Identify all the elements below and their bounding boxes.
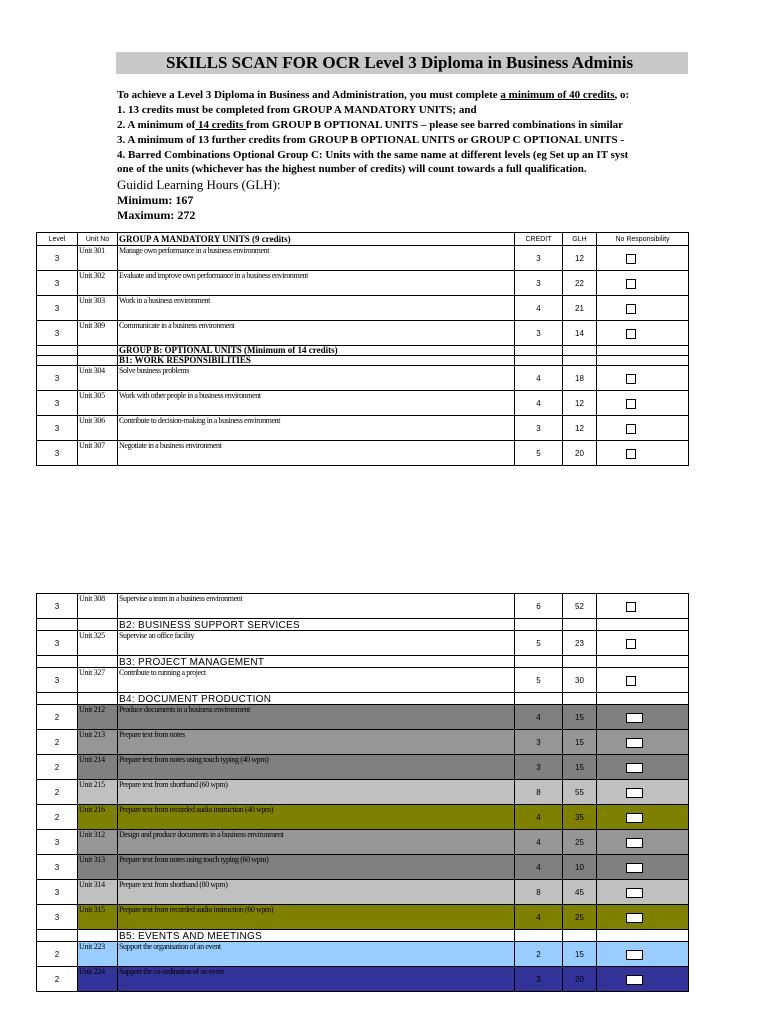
glh-cell: 15 xyxy=(563,705,597,730)
glh-cell: 14 xyxy=(563,321,597,346)
checkbox-icon[interactable] xyxy=(626,279,636,289)
level-cell: 2 xyxy=(37,705,78,730)
glh-cell: 15 xyxy=(563,942,597,967)
glh-cell: 25 xyxy=(563,830,597,855)
section-row xyxy=(37,656,689,668)
level-cell: 2 xyxy=(37,967,78,992)
checkbox-icon[interactable] xyxy=(626,838,643,848)
credit-cell: 3 xyxy=(515,246,563,271)
unit-number: Unit 327 xyxy=(78,668,118,693)
credit-cell: 4 xyxy=(515,366,563,391)
table-header xyxy=(37,233,689,246)
no-responsibility-cell xyxy=(597,441,689,466)
no-responsibility-cell xyxy=(597,730,689,755)
header-group-a: GROUP A MANDATORY UNITS (9 credits) xyxy=(118,233,515,246)
unit-title: Manage own performance in a business environment xyxy=(118,246,515,271)
table-row xyxy=(37,880,689,905)
checkbox-icon[interactable] xyxy=(626,329,636,339)
table-row xyxy=(37,855,689,880)
glh-cell: 10 xyxy=(563,855,597,880)
level-cell: 2 xyxy=(37,730,78,755)
glh-cell: 20 xyxy=(563,441,597,466)
unit-number: Unit 213 xyxy=(78,730,118,755)
credit-cell: 4 xyxy=(515,805,563,830)
unit-title: Negotiate in a business environment xyxy=(118,441,515,466)
glh-cell: 15 xyxy=(563,755,597,780)
level-cell: 3 xyxy=(37,880,78,905)
intro-line-4: 3. A minimum of 13 further credits from GROUP B OPTIONAL UNITS or GROUP C OPTIONAL UNITS - xyxy=(117,134,625,146)
unit-number: Unit 306 xyxy=(78,416,118,441)
unit-title: Work in a business environment xyxy=(118,296,515,321)
glh-cell: 21 xyxy=(563,296,597,321)
glh-cell: 23 xyxy=(563,631,597,656)
unit-number: Unit 301 xyxy=(78,246,118,271)
table-row xyxy=(37,942,689,967)
unit-title: Design and produce documents in a business environment xyxy=(118,830,515,855)
credit-cell: 5 xyxy=(515,668,563,693)
glh-minimum: Minimum: 167 xyxy=(117,193,194,207)
unit-number: Unit 305 xyxy=(78,391,118,416)
intro-line-6: one of the units (whichever has the highest number of credits) will count towards a full qualification. xyxy=(117,163,587,175)
credit-cell: 3 xyxy=(515,967,563,992)
level-cell: 3 xyxy=(37,391,78,416)
table-row xyxy=(37,321,689,346)
unit-title: Communicate in a business environment xyxy=(118,321,515,346)
unit-number: Unit 224 xyxy=(78,967,118,992)
checkbox-icon[interactable] xyxy=(626,888,643,898)
header-level: Level xyxy=(37,233,78,246)
glh-maximum: Maximum: 272 xyxy=(117,208,196,222)
unit-number: Unit 312 xyxy=(78,830,118,855)
checkbox-icon[interactable] xyxy=(626,813,643,823)
unit-number: Unit 303 xyxy=(78,296,118,321)
credit-cell: 8 xyxy=(515,780,563,805)
glh-cell: 15 xyxy=(563,730,597,755)
credit-cell: 4 xyxy=(515,855,563,880)
b1-heading: B1: WORK RESPONSIBILITIES xyxy=(118,356,515,366)
unit-title: Support the co-ordination of an event xyxy=(118,967,515,992)
units-table-1 xyxy=(36,232,689,466)
credit-cell: 4 xyxy=(515,830,563,855)
no-responsibility-cell xyxy=(597,855,689,880)
group-b-heading: GROUP B: OPTIONAL UNITS (Minimum of 14 credits) xyxy=(118,346,515,356)
no-responsibility-cell xyxy=(597,830,689,855)
checkbox-icon[interactable] xyxy=(626,399,636,409)
b5-heading: B5: EVENTS AND MEETINGS xyxy=(118,930,515,942)
section-row xyxy=(37,356,689,366)
checkbox-icon[interactable] xyxy=(626,975,643,985)
credit-cell: 3 xyxy=(515,321,563,346)
units-table-2 xyxy=(36,593,689,992)
level-cell: 3 xyxy=(37,441,78,466)
no-responsibility-cell xyxy=(597,880,689,905)
glh-cell: 12 xyxy=(563,416,597,441)
level-cell: 3 xyxy=(37,271,78,296)
credit-cell: 3 xyxy=(515,416,563,441)
unit-number: Unit 304 xyxy=(78,366,118,391)
no-responsibility-cell xyxy=(597,967,689,992)
header-no-responsibility: No Responsibility xyxy=(597,233,689,246)
unit-title: Contribute to running a project xyxy=(118,668,515,693)
no-responsibility-cell xyxy=(597,705,689,730)
unit-number: Unit 308 xyxy=(78,594,118,619)
table-row xyxy=(37,905,689,930)
glh-cell: 12 xyxy=(563,246,597,271)
page-title: SKILLS SCAN FOR OCR Level 3 Diploma in Business Adminis xyxy=(166,53,634,72)
checkbox-icon[interactable] xyxy=(626,738,643,748)
intro-emphasis: 14 credits xyxy=(195,119,247,131)
credit-cell: 5 xyxy=(515,631,563,656)
unit-number: Unit 214 xyxy=(78,755,118,780)
unit-number: Unit 313 xyxy=(78,855,118,880)
unit-title: Prepare text from recorded audio instruction (60 wpm) xyxy=(118,905,515,930)
level-cell: 3 xyxy=(37,246,78,271)
table-row xyxy=(37,416,689,441)
glh-cell: 55 xyxy=(563,780,597,805)
glh-cell: 20 xyxy=(563,967,597,992)
unit-title: Support the organisation of an event xyxy=(118,942,515,967)
level-cell: 3 xyxy=(37,366,78,391)
unit-number: Unit 215 xyxy=(78,780,118,805)
checkbox-icon[interactable] xyxy=(626,374,636,384)
intro-block xyxy=(117,88,688,223)
checkbox-icon[interactable] xyxy=(626,763,643,773)
intro-line-3 xyxy=(117,118,688,133)
level-cell: 3 xyxy=(37,830,78,855)
level-cell: 2 xyxy=(37,780,78,805)
table-row xyxy=(37,366,689,391)
intro-text: To achieve a Level 3 Diploma in Business and Administration, you must complete xyxy=(117,89,501,101)
no-responsibility-cell xyxy=(597,321,689,346)
credit-cell: 6 xyxy=(515,594,563,619)
credit-cell: 3 xyxy=(515,730,563,755)
intro-text: 2. A minimum of xyxy=(117,119,196,131)
b3-heading: B3: PROJECT MANAGEMENT xyxy=(118,656,515,668)
checkbox-icon[interactable] xyxy=(626,449,636,459)
checkbox-icon[interactable] xyxy=(626,950,643,960)
checkbox-icon[interactable] xyxy=(626,639,636,649)
no-responsibility-cell xyxy=(597,416,689,441)
table-row xyxy=(37,705,689,730)
unit-title: Evaluate and improve own performance in a business environment xyxy=(118,271,515,296)
checkbox-icon[interactable] xyxy=(626,676,636,686)
intro-line-5: 4. Barred Combinations Optional Group C: Units with the same name at different levels (eg Set up an IT syst xyxy=(117,149,629,161)
no-responsibility-cell xyxy=(597,755,689,780)
glh-cell: 45 xyxy=(563,880,597,905)
table-row xyxy=(37,805,689,830)
credit-cell: 5 xyxy=(515,441,563,466)
checkbox-icon[interactable] xyxy=(626,254,636,264)
level-cell: 2 xyxy=(37,942,78,967)
unit-title: Prepare text from notes xyxy=(118,730,515,755)
checkbox-icon[interactable] xyxy=(626,863,643,873)
unit-number: Unit 314 xyxy=(78,880,118,905)
table-row xyxy=(37,780,689,805)
checkbox-icon[interactable] xyxy=(626,913,643,923)
credit-cell: 4 xyxy=(515,391,563,416)
unit-number: Unit 223 xyxy=(78,942,118,967)
unit-title: Produce documents in a business environment xyxy=(118,705,515,730)
table-row xyxy=(37,830,689,855)
no-responsibility-cell xyxy=(597,391,689,416)
level-cell: 2 xyxy=(37,755,78,780)
credit-cell: 4 xyxy=(515,705,563,730)
credit-cell: 4 xyxy=(515,905,563,930)
credit-cell: 2 xyxy=(515,942,563,967)
title-bar xyxy=(116,52,688,74)
header-glh: GLH xyxy=(563,233,597,246)
glh-cell: 35 xyxy=(563,805,597,830)
unit-title: Prepare text from shorthand (60 wpm) xyxy=(118,780,515,805)
glh-cell: 30 xyxy=(563,668,597,693)
level-cell: 3 xyxy=(37,631,78,656)
table-row xyxy=(37,967,689,992)
checkbox-icon[interactable] xyxy=(626,602,636,612)
level-cell: 3 xyxy=(37,594,78,619)
credit-cell: 3 xyxy=(515,271,563,296)
header-unit-no: Unit No xyxy=(78,233,118,246)
b2-heading: B2: BUSINESS SUPPORT SERVICES xyxy=(118,619,515,631)
unit-number: Unit 302 xyxy=(78,271,118,296)
table-row xyxy=(37,730,689,755)
section-row xyxy=(37,346,689,356)
table-row xyxy=(37,755,689,780)
level-cell: 3 xyxy=(37,905,78,930)
no-responsibility-cell xyxy=(597,942,689,967)
unit-number: Unit 309 xyxy=(78,321,118,346)
level-cell: 3 xyxy=(37,668,78,693)
unit-number: Unit 212 xyxy=(78,705,118,730)
unit-title: Prepare text from shorthand (80 wpm) xyxy=(118,880,515,905)
intro-line-2: 1. 13 credits must be completed from GROUP A MANDATORY UNITS; and xyxy=(117,104,477,116)
table-row xyxy=(37,631,689,656)
glh-cell: 18 xyxy=(563,366,597,391)
unit-title: Prepare text from notes using touch typing (40 wpm) xyxy=(118,755,515,780)
section-row xyxy=(37,693,689,705)
unit-number: Unit 315 xyxy=(78,905,118,930)
glh-cell: 22 xyxy=(563,271,597,296)
table-row xyxy=(37,296,689,321)
unit-title: Prepare text from recorded audio instruction (40 wpm) xyxy=(118,805,515,830)
level-cell: 2 xyxy=(37,805,78,830)
unit-number: Unit 216 xyxy=(78,805,118,830)
checkbox-icon[interactable] xyxy=(626,424,636,434)
unit-number: Unit 325 xyxy=(78,631,118,656)
intro-line-1 xyxy=(117,88,688,103)
table-row xyxy=(37,391,689,416)
no-responsibility-cell xyxy=(597,594,689,619)
intro-text: , o: xyxy=(614,89,630,101)
no-responsibility-cell xyxy=(597,271,689,296)
no-responsibility-cell xyxy=(597,366,689,391)
intro-emphasis: a minimum of 40 credits xyxy=(500,89,615,101)
no-responsibility-cell xyxy=(597,805,689,830)
no-responsibility-cell xyxy=(597,296,689,321)
no-responsibility-cell xyxy=(597,780,689,805)
no-responsibility-cell xyxy=(597,905,689,930)
credit-cell: 8 xyxy=(515,880,563,905)
level-cell: 3 xyxy=(37,296,78,321)
glh-cell: 12 xyxy=(563,391,597,416)
level-cell: 3 xyxy=(37,416,78,441)
unit-title: Supervise an office facility xyxy=(118,631,515,656)
glh-cell: 25 xyxy=(563,905,597,930)
checkbox-icon[interactable] xyxy=(626,304,636,314)
no-responsibility-cell xyxy=(597,246,689,271)
unit-title: Work with other people in a business environment xyxy=(118,391,515,416)
unit-number: Unit 307 xyxy=(78,441,118,466)
table-row xyxy=(37,271,689,296)
section-row xyxy=(37,930,689,942)
level-cell: 3 xyxy=(37,321,78,346)
table-row xyxy=(37,594,689,619)
glh-cell: 52 xyxy=(563,594,597,619)
table-row xyxy=(37,668,689,693)
intro-text: from GROUP B OPTIONAL UNITS – please see barred combinations in similar xyxy=(246,119,624,131)
section-row xyxy=(37,619,689,631)
header-credit: CREDIT xyxy=(515,233,563,246)
table-row xyxy=(37,441,689,466)
checkbox-icon[interactable] xyxy=(626,788,643,798)
table-row xyxy=(37,246,689,271)
unit-title: Prepare text from notes using touch typing (60 wpm) xyxy=(118,855,515,880)
unit-title: Contribute to decision-making in a business environment xyxy=(118,416,515,441)
no-responsibility-cell xyxy=(597,668,689,693)
unit-title: Solve business problems xyxy=(118,366,515,391)
credit-cell: 3 xyxy=(515,755,563,780)
unit-title: Supervise a team in a business environment xyxy=(118,594,515,619)
b4-heading: B4: DOCUMENT PRODUCTION xyxy=(118,693,515,705)
no-responsibility-cell xyxy=(597,631,689,656)
level-cell: 3 xyxy=(37,855,78,880)
credit-cell: 4 xyxy=(515,296,563,321)
glh-title: Guidid Learning Hours (GLH): xyxy=(117,177,281,192)
checkbox-icon[interactable] xyxy=(626,713,643,723)
